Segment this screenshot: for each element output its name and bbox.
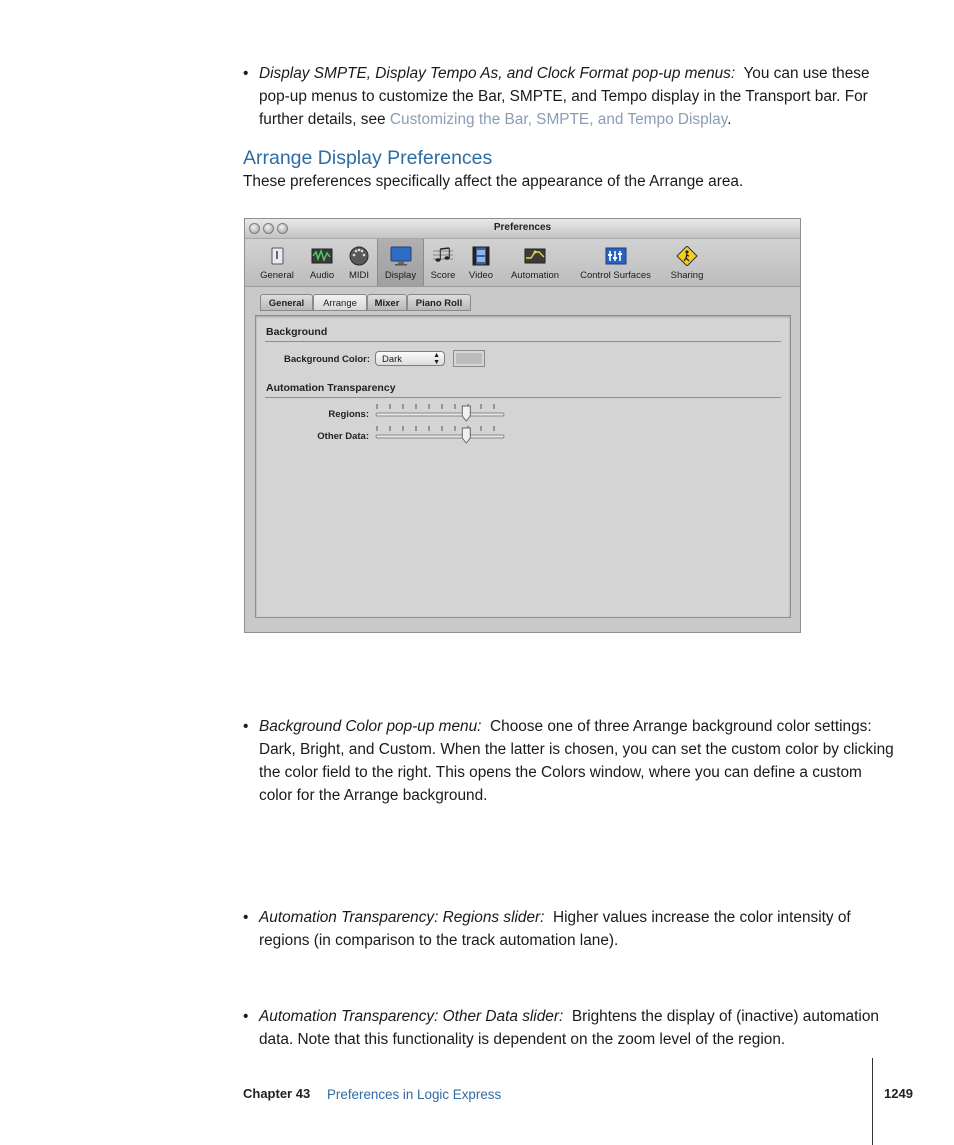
section-intro: These preferences specifically affect the appearance of the Arrange area. [243,173,744,190]
bullet-text: Brightens the display of (inactive) automation data. Note that this functionality is dependent on the zoom level of the region. [259,1008,879,1048]
bullet-term: Display SMPTE, Display Tempo As, and Clock Format pop-up menus: [259,65,736,82]
page-number: 1249 [884,1086,913,1101]
other-data-label: Other Data: [317,431,369,442]
bullet-end: . [727,111,732,128]
control-surfaces-icon [605,246,627,266]
audio-icon [311,246,333,266]
automation-section-title: Automation Transparency [266,382,396,394]
preferences-toolbar [245,239,800,287]
bullet-dot: • [243,718,249,735]
general-icon [266,246,288,266]
video-icon [470,246,492,266]
other-data-slider[interactable] [374,424,506,446]
bullet-term: Background Color pop-up menu: [259,718,482,735]
toolbar-display[interactable]: Display [377,239,424,286]
background-color-popup[interactable] [375,351,445,366]
display-icon [390,246,412,266]
bullet-background-color [243,715,899,807]
toolbar-audio[interactable]: Audio [302,241,342,285]
popup-arrows-icon: ▲ ▼ [433,352,440,366]
slider-knob[interactable] [462,428,470,443]
footer-chapter: Chapter 43 [243,1086,311,1101]
bullet-display-popups [243,62,886,131]
automation-icon [524,246,546,266]
bullet-dot: • [243,1008,249,1025]
arrange-panel [255,315,791,618]
sharing-icon [676,246,698,266]
tab-arrange[interactable]: Arrange [313,294,367,311]
background-section-title: Background [266,326,328,338]
preferences-window [244,218,801,633]
bullet-text: You can use these pop-up menus to customize the Bar, SMPTE, and Tempo display in the Transport bar. For further details, see [259,65,870,128]
toolbar-score[interactable]: Score [425,241,461,285]
midi-icon [348,246,370,266]
bullet-text: Choose one of three Arrange background color settings: Dark, Bright, and Custom. When the latter is chosen, you can set the custom color by clicking the color field to the right. This opens the Colors window, where you can define a custom color for the Arrange background. [259,718,894,804]
slider-ticks [377,404,494,409]
toolbar-midi[interactable]: MIDI [343,241,375,285]
background-color-value: Dark [382,354,403,365]
bullet-term: Automation Transparency: Regions slider: [259,909,545,926]
title-bar [245,219,800,239]
footer-chapter-title: Preferences in Logic Express [327,1087,502,1102]
bullet-text: Higher values increase the color intensity of regions (in comparison to the track automation lane). [259,909,851,949]
bullet-term: Automation Transparency: Other Data slider: [259,1008,564,1025]
bullet-other-data-slider [243,1005,899,1051]
toolbar-video[interactable]: Video [463,241,499,285]
regions-label: Regions: [328,409,369,420]
slider-track [376,413,504,416]
toolbar-automation[interactable]: Automation [503,241,567,285]
bullet-regions-slider [243,906,899,952]
tab-general[interactable]: General [260,294,313,311]
regions-slider[interactable] [374,402,506,424]
toolbar-sharing[interactable]: Sharing [664,241,710,285]
tab-piano-roll[interactable]: Piano Roll [407,294,471,311]
slider-ticks [377,426,494,431]
score-icon [432,246,454,266]
background-color-swatch[interactable] [453,350,485,367]
toolbar-general[interactable]: General [254,241,300,285]
section-heading: Arrange Display Preferences [243,147,493,169]
slider-track [376,435,504,438]
slider-knob[interactable] [462,406,470,421]
tab-mixer[interactable]: Mixer [367,294,407,311]
background-color-label: Background Color: [283,354,370,365]
section-divider [265,341,781,342]
footer-divider [872,1058,873,1145]
section-divider [265,397,781,398]
cross-reference-link[interactable]: Customizing the Bar, SMPTE, and Tempo Display [389,111,728,128]
bullet-dot: • [243,65,249,82]
window-title: Preferences [493,222,552,233]
toolbar-control-surfaces[interactable]: Control Surfaces [573,241,658,285]
bullet-dot: • [243,909,249,926]
